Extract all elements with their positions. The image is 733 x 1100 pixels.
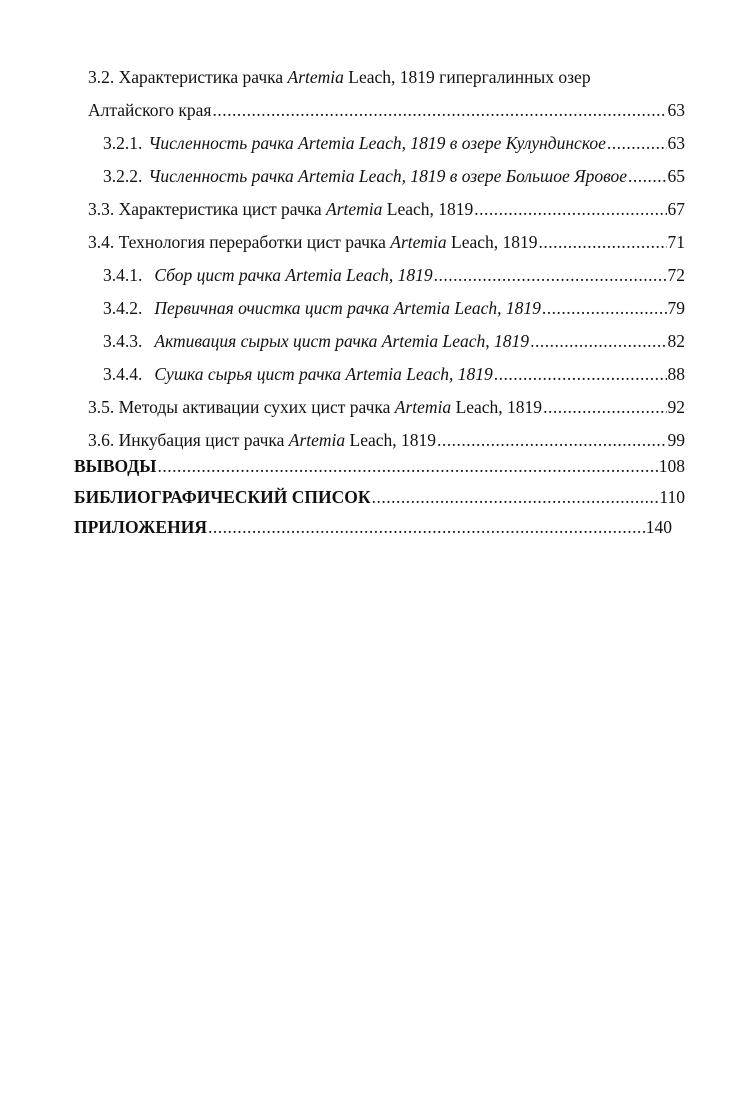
entry-title [88, 198, 473, 220]
entry-genus: Artemia [390, 232, 447, 252]
leader-dots [158, 455, 658, 477]
entry-page-number: 67 [667, 199, 685, 219]
entry-page-number: 71 [667, 232, 685, 252]
entry-number: 3.2.1. [103, 133, 143, 153]
entry-page-number: 63 [667, 133, 685, 153]
entry-text-post: Leach, 1819 гипергалинных озер [343, 67, 591, 87]
entry-text: ПРИЛОЖЕНИЯ [74, 517, 207, 537]
entry-page-number: 99 [667, 430, 685, 450]
entry-text-post: Leach, 1819 [382, 199, 474, 219]
entry-number: 3.5. [88, 397, 115, 417]
entry-genus: Artemia [326, 199, 383, 219]
entry-number: 3.4.1. [103, 265, 143, 285]
entry-text-pre: Технология переработки цист рачка [114, 232, 391, 252]
toc-entry-3-5[interactable] [88, 396, 685, 418]
entry-number: 3.4.2. [103, 298, 143, 318]
entry-page-number: 108 [658, 456, 685, 476]
leader-dots [372, 486, 659, 508]
entry-page-number: 65 [667, 166, 685, 186]
toc-entry-3-2-line2[interactable] [88, 99, 685, 121]
toc-entry-3-4[interactable] [88, 231, 685, 253]
entry-text: Сбор цист рачка Artemia Leach, 1819 [154, 265, 433, 285]
entry-text-pre: Характеристика цист рачка [114, 199, 327, 219]
entry-text-pre: Инкубация цист рачка [114, 430, 289, 450]
entry-page-number: 140 [645, 517, 672, 537]
entry-text-pre: Методы активации сухих цист рачка [114, 397, 395, 417]
entry-page-number: 82 [667, 331, 685, 351]
entry-text-post: Leach, 1819 [345, 430, 437, 450]
toc-entry-3-4-3[interactable] [103, 330, 685, 352]
toc-entry-conclusions[interactable] [74, 455, 685, 477]
entry-text: ВЫВОДЫ [74, 456, 157, 476]
entry-text: Активация сырых цист рачка Artemia Leach, 1819 [154, 331, 530, 351]
entry-number: 3.2.2. [103, 166, 143, 186]
entry-text: Сушка сырья цист рачка Artemia Leach, 1819 [154, 364, 493, 384]
leader-dots [530, 330, 666, 352]
entry-page-number: 92 [667, 397, 685, 417]
toc-entry-3-4-4[interactable] [103, 363, 685, 385]
entry-page-number: 79 [667, 298, 685, 318]
toc-entry-3-4-2[interactable] [103, 297, 685, 319]
leader-dots [543, 396, 666, 418]
entry-text: Численность рачка Artemia Leach, 1819 в озере Кулундинское [148, 133, 606, 153]
entry-text: БИБЛИОГРАФИЧЕСКИЙ СПИСОК [74, 487, 371, 507]
entry-page-number: 72 [667, 265, 685, 285]
entry-page-number: 110 [659, 487, 685, 507]
leader-dots [494, 363, 667, 385]
entry-title [88, 429, 436, 451]
entry-page-number: 63 [667, 100, 685, 120]
entry-genus: Artemia [394, 397, 452, 417]
entry-number: 3.4.4. [103, 364, 143, 384]
leader-dots [628, 165, 667, 187]
entry-number: 3.4.3. [103, 331, 143, 351]
entry-text-post: Leach, 1819 [451, 397, 543, 417]
entry-text: Первичная очистка цист рачка Artemia Leach, 1819 [154, 298, 541, 318]
toc-entry-3-2-1[interactable] [103, 132, 685, 154]
entry-genus: Artemia [288, 430, 346, 450]
toc-entry-appendices[interactable] [74, 516, 672, 538]
entry-number: 3.2. [88, 67, 115, 87]
leader-dots [474, 198, 666, 220]
leader-dots [212, 99, 666, 121]
entry-number: 3.3. [88, 199, 115, 219]
leader-dots [539, 231, 667, 253]
entry-page-number: 88 [667, 364, 685, 384]
entry-number: 3.4. [88, 232, 115, 252]
leader-dots [607, 132, 667, 154]
toc-entry-3-6[interactable] [88, 429, 685, 451]
leader-dots [542, 297, 667, 319]
toc-entry-3-4-1[interactable] [103, 264, 685, 286]
entry-number: 3.6. [88, 430, 115, 450]
toc-entry-3-3[interactable] [88, 198, 685, 220]
toc-entry-3-2-2[interactable] [103, 165, 685, 187]
toc-entry-3-2-line1[interactable] [88, 66, 591, 88]
leader-dots [208, 516, 645, 538]
entry-text-pre: Характеристика рачка [114, 67, 288, 87]
entry-text-post: Leach, 1819 [446, 232, 538, 252]
leader-dots [434, 264, 667, 286]
entry-text-continuation: Алтайского края [88, 100, 212, 120]
leader-dots [437, 429, 666, 451]
entry-genus: Artemia [287, 67, 344, 87]
entry-title [88, 396, 542, 418]
toc-entry-bibliography[interactable] [74, 486, 685, 508]
entry-text: Численность рачка Artemia Leach, 1819 в озере Большое Яровое [148, 166, 627, 186]
entry-title [88, 231, 538, 253]
